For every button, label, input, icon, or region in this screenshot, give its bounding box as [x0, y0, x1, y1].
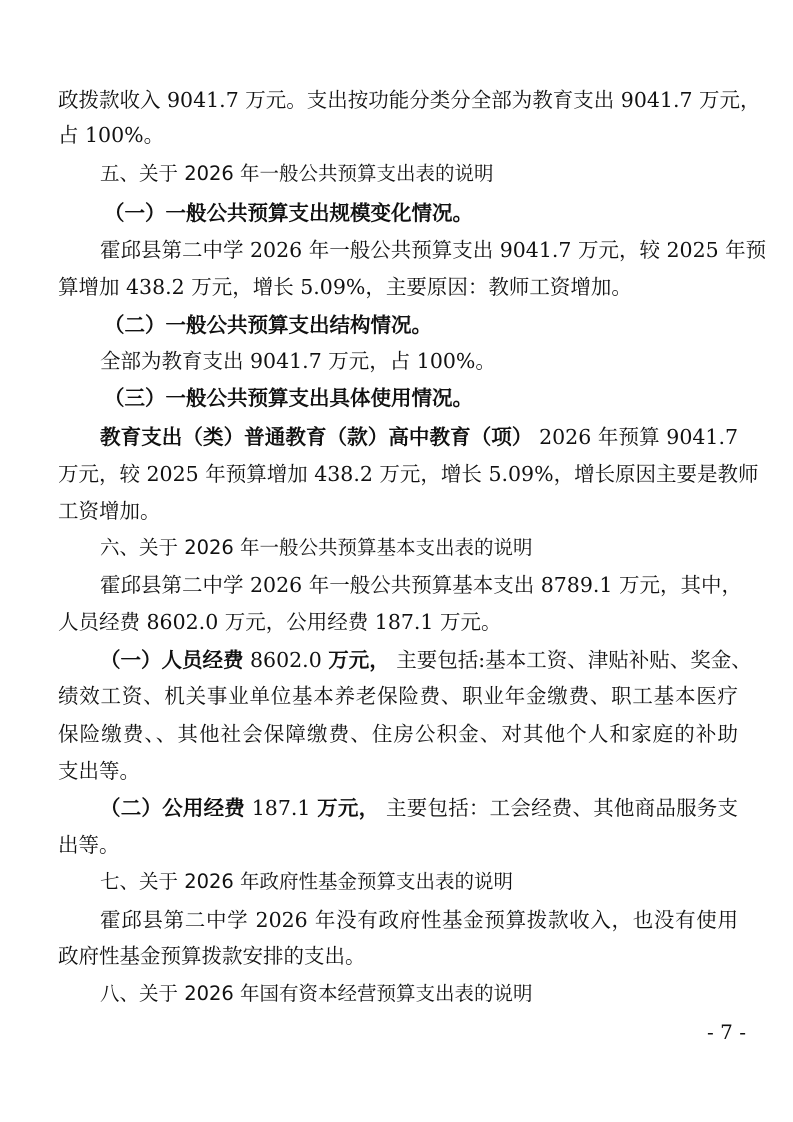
bold-phrase: （二）公用经费 — [100, 796, 246, 820]
text-run: 8602.0 — [243, 648, 329, 672]
paragraph-line: 政拨款收入 9041.7 万元。支出按功能分类分全部为教育支出 9041.7 万元， — [58, 88, 761, 112]
paragraph-line: 支出等。 — [58, 759, 140, 783]
paragraph-line: 人员经费 8602.0 万元，公用经费 187.1 万元。 — [58, 610, 502, 634]
paragraph-line-mixed — [100, 644, 752, 676]
page-number: - 7 - — [707, 1020, 746, 1044]
paragraph-line: 霍邱县第二中学 2026 年一般公共预算基本支出 8789.1 万元，其中， — [100, 573, 742, 597]
section-heading-7: 七、关于 2026 年政府性基金预算支出表的说明 — [100, 870, 514, 893]
bold-phrase: 万元， — [328, 648, 390, 672]
text-run: 2026 年预算 9041.7 — [532, 425, 739, 449]
paragraph-line: 占 100%。 — [58, 123, 165, 147]
bold-phrase: （一）人员经费 — [100, 648, 244, 672]
paragraph-line: 霍邱县第二中学 2026 年没有政府性基金预算拨款收入，也没有使用 — [100, 908, 738, 932]
paragraph-line-mixed — [100, 421, 738, 453]
bold-phrase: 教育支出（类）普通教育（款）高中教育（项） — [100, 425, 533, 449]
paragraph-line: 工资增加。 — [58, 499, 161, 523]
subheading-usage: （三）一般公共预算支出具体使用情况。 — [104, 386, 473, 410]
subheading-structure: （二）一般公共预算支出结构情况。 — [104, 313, 432, 337]
text-run: 187.1 — [245, 796, 318, 820]
text-run: 主要包括：工会经费、其他商品服务支 — [379, 796, 739, 820]
paragraph-line: 算增加 438.2 万元，增长 5.09%，主要原因：教师工资增加。 — [58, 275, 632, 299]
paragraph-line-mixed — [100, 792, 738, 824]
paragraph-line: 保险缴费、、其他社会保障缴费、住房公积金、对其他个人和家庭的补助 — [58, 722, 738, 746]
paragraph-line: 全部为教育支出 9041.7 万元，占 100%。 — [100, 349, 496, 373]
subheading-scale-change: （一）一般公共预算支出规模变化情况。 — [104, 201, 473, 225]
paragraph-line: 政府性基金预算拨款安排的支出。 — [58, 944, 366, 968]
section-heading-6: 六、关于 2026 年一般公共预算基本支出表的说明 — [100, 536, 533, 559]
text-run: 主要包括:基本工资、津贴补贴、奖金、 — [389, 648, 752, 672]
paragraph-line: 出等。 — [58, 833, 120, 857]
paragraph-line: 霍邱县第二中学 2026 年一般公共预算支出 9041.7 万元，较 2025 年预 — [100, 238, 767, 262]
bold-phrase: 万元， — [317, 796, 380, 820]
paragraph-line: 绩效工资、机关事业单位基本养老保险费、职业年金缴费、职工基本医疗 — [58, 684, 738, 708]
section-heading-8: 八、关于 2026 年国有资本经营预算支出表的说明 — [100, 982, 533, 1005]
section-heading-5: 五、关于 2026 年一般公共预算支出表的说明 — [100, 162, 494, 185]
paragraph-line: 万元，较 2025 年预算增加 438.2 万元，增长 5.09%，增长原因主要是教师 — [58, 462, 759, 486]
